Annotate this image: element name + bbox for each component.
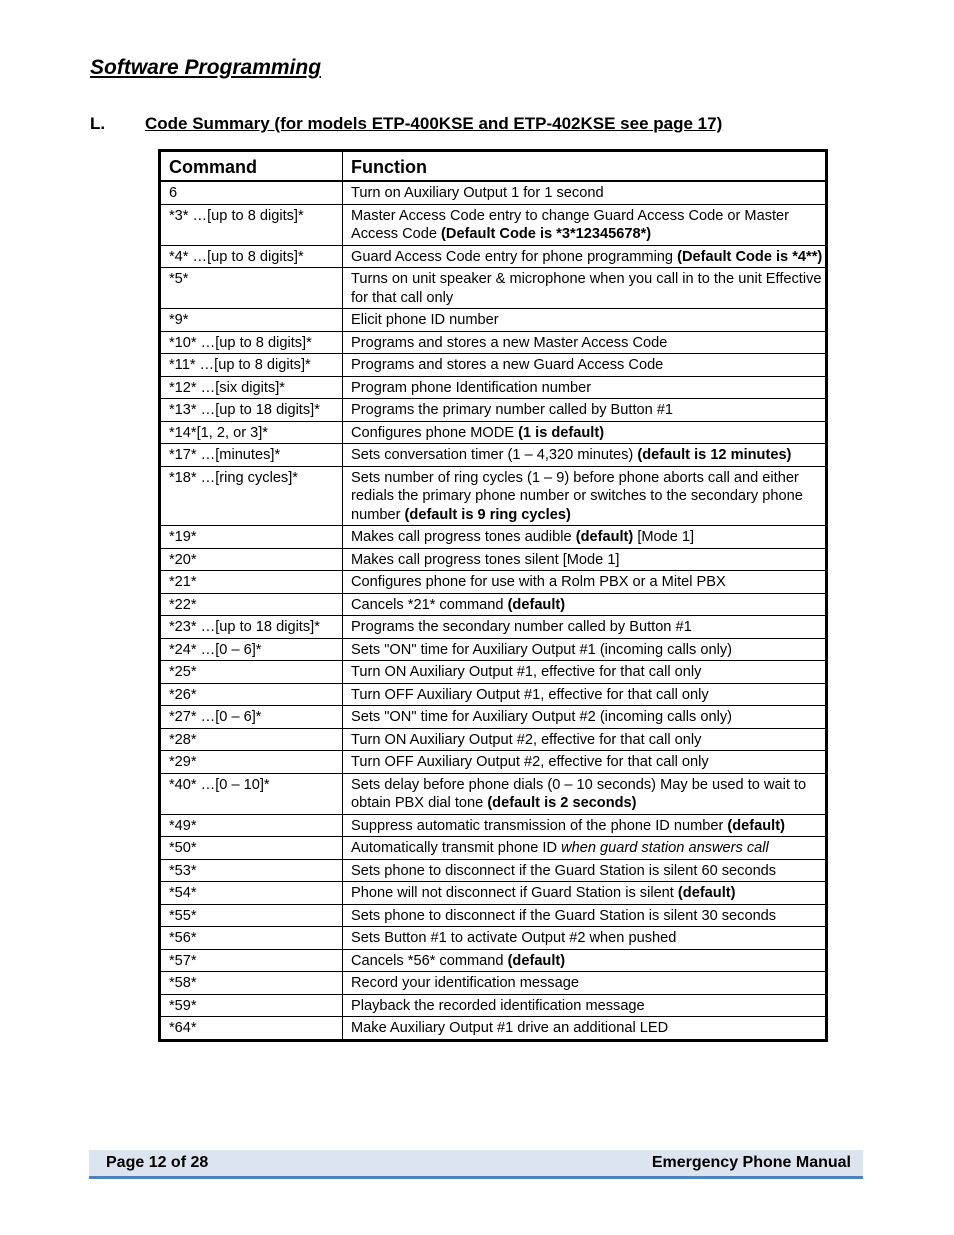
command-cell: *56* bbox=[160, 927, 343, 950]
page-title: Software Programming bbox=[90, 56, 322, 79]
function-text: Cancels *56* command bbox=[351, 952, 508, 969]
command-cell: *21* bbox=[160, 571, 343, 594]
function-cell bbox=[343, 421, 827, 444]
default-note: (default is 12 minutes) bbox=[637, 447, 792, 463]
command-cell: *24* …[0 – 6]* bbox=[160, 638, 343, 661]
command-cell: *26* bbox=[160, 683, 343, 706]
function-cell bbox=[343, 927, 827, 950]
emphasis-text: when guard station answers call bbox=[561, 840, 769, 856]
table-row bbox=[160, 181, 827, 204]
default-note: (Default Code is *4**) bbox=[677, 248, 823, 265]
function-text: Turn ON Auxiliary Output #1, effective for that call only bbox=[351, 664, 702, 680]
function-text: Guard Access Code entry for phone programming bbox=[351, 248, 678, 265]
command-cell: *19* bbox=[160, 526, 343, 549]
function-text: Cancels *21* command bbox=[351, 596, 508, 613]
function-cell bbox=[343, 728, 827, 751]
table-row bbox=[160, 683, 827, 706]
function-cell bbox=[343, 593, 827, 616]
command-cell: *14*[1, 2, or 3]* bbox=[160, 421, 343, 444]
table-row bbox=[160, 837, 827, 860]
function-cell bbox=[343, 181, 827, 204]
table-row bbox=[160, 728, 827, 751]
default-note: (default) bbox=[727, 817, 785, 834]
function-cell bbox=[343, 245, 827, 268]
function-text: Sets phone to disconnect if the Guard Station is silent 30 seconds bbox=[351, 907, 777, 924]
command-cell: *54* bbox=[160, 882, 343, 905]
command-cell: *40* …[0 – 10]* bbox=[160, 773, 343, 814]
function-text: Programs the secondary number called by Button #1 bbox=[351, 619, 692, 635]
command-cell: *58* bbox=[160, 972, 343, 995]
default-note: (default is 9 ring cycles) bbox=[404, 506, 571, 523]
command-cell: *11* …[up to 8 digits]* bbox=[160, 354, 343, 377]
function-cell bbox=[343, 683, 827, 706]
command-cell: *10* …[up to 8 digits]* bbox=[160, 331, 343, 354]
command-cell: *4* …[up to 8 digits]* bbox=[160, 245, 343, 268]
function-cell bbox=[343, 309, 827, 332]
function-cell bbox=[343, 331, 827, 354]
function-cell bbox=[343, 859, 827, 882]
function-text: Sets number of ring cycles (1 – 9) before phone aborts call and either redials the primary phone number or switches to the secondary phone number bbox=[351, 469, 803, 523]
function-cell bbox=[343, 904, 827, 927]
function-cell bbox=[343, 661, 827, 684]
default-note: (default) bbox=[507, 952, 566, 969]
table-row bbox=[160, 814, 827, 837]
default-note: (default is 2 seconds) bbox=[487, 795, 637, 811]
function-text: Programs and stores a new Guard Access Code bbox=[351, 357, 664, 373]
command-cell: *18* …[ring cycles]* bbox=[160, 466, 343, 526]
function-text: Sets "ON" time for Auxiliary Output #2 (incoming calls only) bbox=[351, 709, 733, 725]
function-cell bbox=[343, 814, 827, 837]
table-body bbox=[160, 181, 827, 1040]
function-cell bbox=[343, 268, 827, 309]
function-text: Turn OFF Auxiliary Output #1, effective for that call only bbox=[351, 686, 709, 703]
table-row bbox=[160, 593, 827, 616]
command-cell: 6 bbox=[160, 181, 343, 204]
function-cell bbox=[343, 204, 827, 245]
table-row bbox=[160, 751, 827, 774]
table-header-row bbox=[160, 151, 827, 182]
page-footer bbox=[89, 1150, 863, 1179]
table-row bbox=[160, 904, 827, 927]
command-cell: *57* bbox=[160, 949, 343, 972]
table-row bbox=[160, 638, 827, 661]
command-cell: *53* bbox=[160, 859, 343, 882]
command-cell: *5* bbox=[160, 268, 343, 309]
function-text: Turn on Auxiliary Output 1 for 1 second bbox=[351, 185, 604, 201]
section-title: Code Summary (for models ETP-400KSE and ETP-402KSE see page 17) bbox=[145, 114, 723, 133]
function-text: Playback the recorded identification message bbox=[351, 997, 645, 1014]
function-text: Configures phone for use with a Rolm PBX or a Mitel PBX bbox=[351, 574, 726, 590]
command-cell: *64* bbox=[160, 1017, 343, 1041]
default-note: (default) bbox=[677, 885, 736, 901]
default-note: (Default Code is *3*12345678*) bbox=[441, 226, 652, 242]
function-cell bbox=[343, 376, 827, 399]
default-note: (default) bbox=[575, 529, 634, 545]
table-row bbox=[160, 548, 827, 571]
page-number: Page 12 of 28 bbox=[106, 1154, 209, 1171]
function-cell bbox=[343, 751, 827, 774]
command-column-header: Command bbox=[160, 151, 343, 182]
table-row bbox=[160, 661, 827, 684]
table-row bbox=[160, 1017, 827, 1041]
section-letter: L. bbox=[90, 114, 106, 133]
function-text: Suppress automatic transmission of the phone ID number bbox=[351, 817, 728, 834]
function-cell bbox=[343, 444, 827, 467]
function-cell bbox=[343, 773, 827, 814]
table-row bbox=[160, 616, 827, 639]
function-cell bbox=[343, 949, 827, 972]
table-row bbox=[160, 994, 827, 1017]
function-column-header: Function bbox=[343, 151, 827, 182]
function-cell bbox=[343, 526, 827, 549]
table-row bbox=[160, 444, 827, 467]
function-cell bbox=[343, 571, 827, 594]
function-cell bbox=[343, 399, 827, 422]
function-text: Turn ON Auxiliary Output #2, effective for that call only bbox=[351, 731, 702, 748]
table-row bbox=[160, 421, 827, 444]
function-cell bbox=[343, 616, 827, 639]
function-text: Makes call progress tones audible bbox=[351, 529, 576, 545]
function-text: Makes call progress tones silent [Mode 1] bbox=[351, 551, 620, 568]
function-text: Sets Button #1 to activate Output #2 when pushed bbox=[351, 930, 677, 946]
command-cell: *17* …[minutes]* bbox=[160, 444, 343, 467]
function-cell bbox=[343, 1017, 827, 1041]
command-cell: *29* bbox=[160, 751, 343, 774]
function-text: Turns on unit speaker & microphone when you call in to the unit Effective for that call only bbox=[351, 271, 822, 306]
command-cell: *23* …[up to 18 digits]* bbox=[160, 616, 343, 639]
command-cell: *9* bbox=[160, 309, 343, 332]
command-cell: *25* bbox=[160, 661, 343, 684]
function-text: Sets phone to disconnect if the Guard Station is silent 60 seconds bbox=[351, 862, 777, 879]
function-text: Make Auxiliary Output #1 drive an additional LED bbox=[351, 1020, 669, 1036]
table-row bbox=[160, 706, 827, 729]
function-text: Turn OFF Auxiliary Output #2, effective for that call only bbox=[351, 754, 709, 770]
command-cell: *20* bbox=[160, 548, 343, 571]
function-text: Elicit phone ID number bbox=[351, 312, 499, 328]
table-row bbox=[160, 859, 827, 882]
command-cell: *3* …[up to 8 digits]* bbox=[160, 204, 343, 245]
table-row bbox=[160, 399, 827, 422]
command-cell: *49* bbox=[160, 814, 343, 837]
function-cell bbox=[343, 837, 827, 860]
function-cell bbox=[343, 882, 827, 905]
function-text: Program phone Identification number bbox=[351, 379, 592, 396]
manual-title: Emergency Phone Manual bbox=[651, 1154, 851, 1171]
function-text: Sets delay before phone dials (0 – 10 seconds) May be used to wait to obtain PBX dial tone bbox=[351, 776, 807, 811]
function-cell bbox=[343, 972, 827, 995]
table-row bbox=[160, 927, 827, 950]
function-cell bbox=[343, 994, 827, 1017]
function-cell bbox=[343, 548, 827, 571]
table-row bbox=[160, 773, 827, 814]
function-cell bbox=[343, 706, 827, 729]
function-text: Sets "ON" time for Auxiliary Output #1 (incoming calls only) bbox=[351, 641, 733, 658]
code-summary-table bbox=[158, 149, 828, 1042]
function-cell bbox=[343, 466, 827, 526]
table-row bbox=[160, 245, 827, 268]
table-row bbox=[160, 571, 827, 594]
table-row bbox=[160, 526, 827, 549]
function-text: Sets conversation timer (1 – 4,320 minutes) bbox=[351, 447, 638, 463]
function-text: Automatically transmit phone ID bbox=[351, 840, 562, 856]
command-cell: *50* bbox=[160, 837, 343, 860]
command-cell: *28* bbox=[160, 728, 343, 751]
table-row bbox=[160, 268, 827, 309]
command-cell: *59* bbox=[160, 994, 343, 1017]
function-cell bbox=[343, 638, 827, 661]
table-row bbox=[160, 204, 827, 245]
function-text: Master Access Code entry to change Guard Access Code or Master Access Code bbox=[351, 207, 790, 242]
table-row bbox=[160, 331, 827, 354]
command-cell: *22* bbox=[160, 593, 343, 616]
table-row bbox=[160, 882, 827, 905]
command-cell: *13* …[up to 18 digits]* bbox=[160, 399, 343, 422]
table-row bbox=[160, 972, 827, 995]
function-cell bbox=[343, 354, 827, 377]
function-text: Programs and stores a new Master Access Code bbox=[351, 334, 668, 351]
command-cell: *55* bbox=[160, 904, 343, 927]
function-text: [Mode 1] bbox=[633, 529, 695, 545]
function-text: Configures phone MODE bbox=[351, 424, 519, 441]
default-note: (default) bbox=[507, 596, 566, 613]
function-text: Record your identification message bbox=[351, 975, 579, 991]
table-row bbox=[160, 309, 827, 332]
table-row bbox=[160, 376, 827, 399]
function-text: Phone will not disconnect if Guard Station is silent bbox=[351, 885, 678, 901]
command-cell: *27* …[0 – 6]* bbox=[160, 706, 343, 729]
default-note: (1 is default) bbox=[518, 424, 605, 441]
table-row bbox=[160, 949, 827, 972]
table-row bbox=[160, 466, 827, 526]
command-cell: *12* …[six digits]* bbox=[160, 376, 343, 399]
table-row bbox=[160, 354, 827, 377]
function-text: Programs the primary number called by Button #1 bbox=[351, 402, 674, 418]
